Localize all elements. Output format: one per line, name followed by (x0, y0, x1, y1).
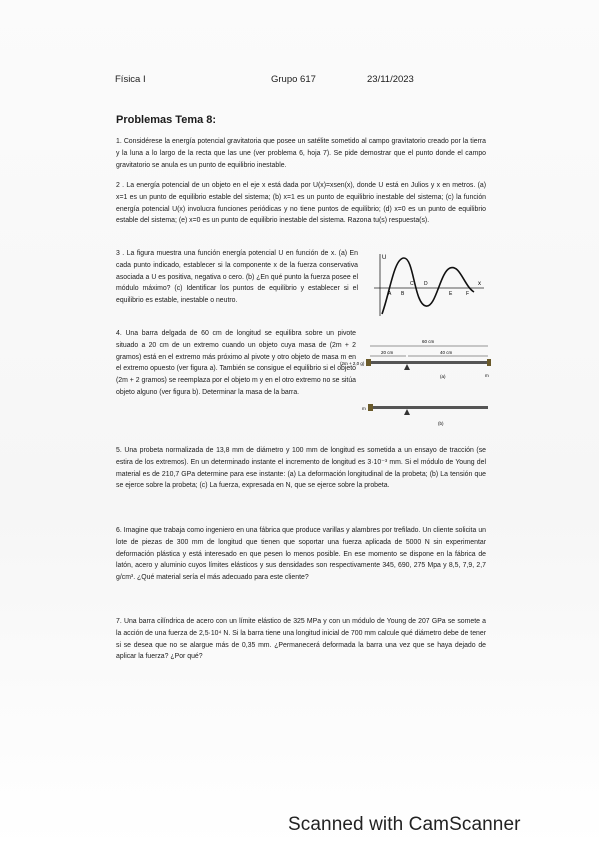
pivot-a (404, 364, 410, 370)
bar-b (373, 406, 488, 409)
potential-curve (382, 258, 474, 314)
u-axis-label: U (382, 255, 387, 261)
point-label-c: C (410, 281, 414, 287)
figure-label-b: (b) (438, 421, 444, 426)
problem-2: 2 . La energía potencial de un objeto en el eje x está dada por U(x)=xsen(x), donde U está en Julios y x en metros. (a) x=1 es un punto de equilibrio estable del sistema; (b) x=1 es un punto de equilibrio inestable del sistema; (c) la función energía potencial U(x) involucra funciones periódicas y no tiene puntos de equilibrio; (d) x=0 es un punto de equilibrio estable del sistema; (e) x=0 es un punto de equilibrio inestable del sistema. Razona tu(s) respuesta(s). (116, 182, 486, 225)
pivot-b (404, 409, 410, 415)
document-date: 23/11/2023 (367, 74, 414, 85)
mass-label-b: m (362, 406, 366, 411)
right-mass-block-a (487, 359, 491, 366)
point-label-b: B (401, 291, 405, 297)
point-label-f: F (466, 291, 470, 297)
problem-4: 4. Una barra delgada de 60 cm de longitud se equilibra sobre un pivote situado a 20 cm de un extremo cuando un objeto cuya masa de (2m + 2 gramos) está en el extremo más próximo al pivote y otro objeto de masa m en el extremo opuesto (ver figura a). También se consigue el equilibrio si el objeto (2m + 2 gramos) se reemplaza por el objeto m y en el otro extremo no se sitúa objeto alguno (ver figura b). Determinar la masa de la barra. (116, 330, 356, 396)
problem-6: 6. Imagine que trabaja como ingeniero en una fábrica que produce varillas y alambres por trefilado. Un cliente solicita un lote de piezas de 300 mm de longitud que tienen que soportar una fuerza aplicada de 5000 N sin experimentar deformación plástica y está interesado en que pesen lo menos posible. En ese momento se dispone en la fábrica de latón, acero y aluminio cuyos límites elásticos y sus densidades son respectivamente 345, 690, 275 Mpa y 8,5, 7,9, 2,7 g/cm³. ¿Qué material sería el más adecuado para este cliente? (116, 527, 486, 582)
potential-energy-figure (370, 252, 486, 320)
course-name: Física I (115, 74, 146, 85)
dim-right-label: 40 cm (440, 350, 453, 355)
problem-3: 3 . La figura muestra una función energía potencial U en función de x. (a) En cada punto indicado, establecer si la componente x de la fuerza conservativa asociada a U es positiva, negativa o cero. (b) ¿En qué punto la fuerza posee el módulo máximo? (c) Identificar los puntos de equilibrio y establecer si el equilibrio es estable, inestable o neutro. (116, 250, 358, 305)
bar-pivot-figure (340, 332, 492, 430)
right-mass-label-a: m (485, 373, 489, 378)
problem-7: 7. Una barra cilíndrica de acero con un límite elástico de 325 MPa y con un módulo de Young de 207 GPa se somete a la acción de una fuerza de 2,5·10⁴ N. Si la barra tiene una longitud inicial de 700 mm calcule qué diámetro debe de tener si se desea que no se alargue más de 0,35 mm. ¿Permanecerá deformada la barra una vez que se haya dejado de aplicar la fuerza? ¿Por qué? (116, 618, 486, 661)
problem-1: 1. Considérese la energía potencial gravitatoria que posee un satélite sometido al campo gravitatorio creado por la tierra y la luna a lo largo de la recta que las une (ver problema 6, hoja 7). Se pide demostrar que el punto donde el campo gravitatorio se anula es un punto de equilibrio inestable. (116, 138, 486, 169)
page-title: Problemas Tema 8: (116, 114, 217, 126)
x-axis-label: x (478, 281, 481, 287)
dim-total-label: 60 cm (422, 339, 435, 344)
left-mass-block (366, 359, 371, 366)
mass-block-b (368, 404, 373, 411)
group-name: Grupo 617 (271, 74, 316, 85)
figure-label-a: (a) (440, 374, 446, 379)
dim-left-label: 20 cm (381, 350, 394, 355)
bar-a (371, 361, 487, 364)
point-label-a: A (388, 291, 392, 297)
problem-5: 5. Una probeta normalizada de 13,8 mm de diámetro y 100 mm de longitud es sometida a un ensayo de tracción (se estira de los extremos). En un determinado instante el incremento de longitud es 3·10⁻³ mm. Si el módulo de Young del material es de 210,7 GPa determine para ese instante: (a) La deformación longitudinal de la probeta; (b) La tensión que se ejerce sobre la probeta; (c) La fuerza, expresada en N, que se ejerce sobre la probeta. (116, 447, 486, 490)
left-mass-label: (2m + 2,0 g) (340, 361, 365, 366)
point-label-e: E (449, 291, 453, 297)
point-label-d: D (424, 281, 428, 287)
camscanner-watermark: Scanned with CamScanner (288, 814, 521, 835)
